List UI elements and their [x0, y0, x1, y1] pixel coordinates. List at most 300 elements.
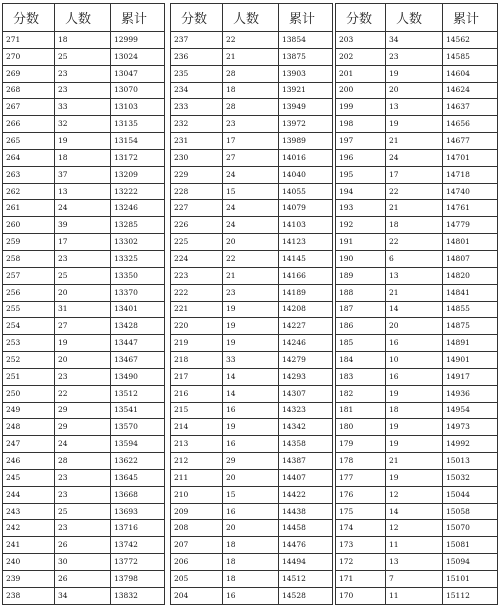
- cell-cumulative: 14624: [443, 82, 498, 99]
- cell-cumulative: 14528: [279, 587, 333, 604]
- cell-cumulative: 13921: [279, 82, 333, 99]
- table-row: [3, 402, 165, 419]
- table-row: [336, 436, 498, 453]
- cell-cumulative: 14701: [443, 149, 498, 166]
- table-row: [171, 436, 333, 453]
- cell-count: 18: [55, 149, 111, 166]
- cell-cumulative: 15101: [443, 571, 498, 588]
- cell-score: 177: [336, 469, 386, 486]
- cell-cumulative: 14901: [443, 352, 498, 369]
- cell-cumulative: 13541: [111, 402, 165, 419]
- table-row: [171, 301, 333, 318]
- cell-score: 225: [171, 234, 223, 251]
- cell-count: 34: [55, 587, 111, 604]
- cell-score: 215: [171, 402, 223, 419]
- table-row: [336, 453, 498, 470]
- cell-count: 14: [386, 301, 443, 318]
- table-row: [336, 554, 498, 571]
- cell-count: 19: [386, 385, 443, 402]
- cell-cumulative: 12999: [111, 32, 165, 49]
- cell-score: 262: [3, 183, 55, 200]
- cell-cumulative: 13512: [111, 385, 165, 402]
- cell-score: 212: [171, 453, 223, 470]
- table-row: [171, 133, 333, 150]
- cell-count: 10: [386, 352, 443, 369]
- cell-count: 17: [223, 133, 279, 150]
- cell-cumulative: 14917: [443, 368, 498, 385]
- cell-count: 22: [223, 32, 279, 49]
- cell-cumulative: 14407: [279, 469, 333, 486]
- table-row: [336, 284, 498, 301]
- table-row: [336, 48, 498, 65]
- cell-score: 196: [336, 149, 386, 166]
- cell-cumulative: 14458: [279, 520, 333, 537]
- cell-score: 170: [336, 587, 386, 604]
- cell-cumulative: 14279: [279, 352, 333, 369]
- table-row: [336, 116, 498, 133]
- header-count: 人数: [386, 4, 443, 32]
- cell-cumulative: 13570: [111, 419, 165, 436]
- table-row: [3, 48, 165, 65]
- cell-cumulative: 15070: [443, 520, 498, 537]
- cell-score: 193: [336, 200, 386, 217]
- cell-score: 270: [3, 48, 55, 65]
- cell-cumulative: 13302: [111, 234, 165, 251]
- cell-cumulative: 13693: [111, 503, 165, 520]
- cell-cumulative: 15112: [443, 587, 498, 604]
- cell-score: 208: [171, 520, 223, 537]
- cell-score: 260: [3, 217, 55, 234]
- cell-count: 15: [223, 486, 279, 503]
- cell-count: 28: [223, 99, 279, 116]
- cell-cumulative: 13668: [111, 486, 165, 503]
- table-row: [3, 571, 165, 588]
- cell-score: 199: [336, 99, 386, 116]
- cell-cumulative: 14740: [443, 183, 498, 200]
- cell-score: 182: [336, 385, 386, 402]
- table-row: [3, 554, 165, 571]
- table-row: [171, 335, 333, 352]
- cell-score: 241: [3, 537, 55, 554]
- cell-cumulative: 15032: [443, 469, 498, 486]
- cell-count: 22: [55, 385, 111, 402]
- table-row: [171, 352, 333, 369]
- cell-count: 25: [55, 48, 111, 65]
- table-row: [336, 82, 498, 99]
- cell-count: 22: [386, 234, 443, 251]
- cell-cumulative: 14016: [279, 149, 333, 166]
- table-row: [3, 200, 165, 217]
- cell-cumulative: 13467: [111, 352, 165, 369]
- cell-count: 32: [55, 116, 111, 133]
- cell-score: 187: [336, 301, 386, 318]
- cell-cumulative: 13832: [111, 587, 165, 604]
- cell-count: 39: [55, 217, 111, 234]
- cell-count: 16: [386, 368, 443, 385]
- cell-count: 29: [55, 402, 111, 419]
- cell-cumulative: 13490: [111, 368, 165, 385]
- cell-count: 6: [386, 250, 443, 267]
- cell-count: 19: [386, 436, 443, 453]
- cell-score: 256: [3, 284, 55, 301]
- table-row: [3, 385, 165, 402]
- cell-cumulative: 15058: [443, 503, 498, 520]
- cell-score: 265: [3, 133, 55, 150]
- cell-score: 228: [171, 183, 223, 200]
- table-row: [171, 99, 333, 116]
- cell-score: 236: [171, 48, 223, 65]
- cell-count: 20: [223, 234, 279, 251]
- table-row: [336, 32, 498, 49]
- cell-score: 188: [336, 284, 386, 301]
- cell-score: 184: [336, 352, 386, 369]
- cell-score: 203: [336, 32, 386, 49]
- cell-score: 251: [3, 368, 55, 385]
- score-table-1: [2, 3, 165, 605]
- cell-count: 25: [55, 503, 111, 520]
- cell-score: 179: [336, 436, 386, 453]
- cell-score: 267: [3, 99, 55, 116]
- header-cumulative: 累计: [279, 4, 333, 32]
- cell-score: 235: [171, 65, 223, 82]
- cell-cumulative: 14820: [443, 267, 498, 284]
- cell-cumulative: 15094: [443, 554, 498, 571]
- cell-score: 242: [3, 520, 55, 537]
- cell-count: 24: [223, 166, 279, 183]
- cell-count: 17: [55, 234, 111, 251]
- cell-count: 22: [223, 250, 279, 267]
- cell-count: 16: [223, 503, 279, 520]
- cell-count: 21: [386, 133, 443, 150]
- table-row: [171, 419, 333, 436]
- table-row: [336, 419, 498, 436]
- table-row: [336, 368, 498, 385]
- cell-cumulative: 13350: [111, 267, 165, 284]
- cell-cumulative: 13772: [111, 554, 165, 571]
- cell-cumulative: 14992: [443, 436, 498, 453]
- cell-cumulative: 14040: [279, 166, 333, 183]
- cell-score: 261: [3, 200, 55, 217]
- cell-count: 33: [223, 352, 279, 369]
- cell-cumulative: 14476: [279, 537, 333, 554]
- cell-count: 20: [386, 82, 443, 99]
- cell-score: 269: [3, 65, 55, 82]
- cell-cumulative: 14387: [279, 453, 333, 470]
- cell-count: 20: [55, 352, 111, 369]
- cell-score: 201: [336, 65, 386, 82]
- cell-score: 239: [3, 571, 55, 588]
- cell-count: 19: [223, 301, 279, 318]
- cell-score: 183: [336, 368, 386, 385]
- cell-score: 173: [336, 537, 386, 554]
- cell-score: 176: [336, 486, 386, 503]
- table-row: [3, 520, 165, 537]
- table-row: [336, 402, 498, 419]
- header-cumulative: 累计: [111, 4, 165, 32]
- cell-score: 227: [171, 200, 223, 217]
- cell-cumulative: 14079: [279, 200, 333, 217]
- cell-cumulative: 14307: [279, 385, 333, 402]
- cell-count: 26: [55, 537, 111, 554]
- cell-score: 226: [171, 217, 223, 234]
- cell-cumulative: 13903: [279, 65, 333, 82]
- cell-score: 207: [171, 537, 223, 554]
- cell-cumulative: 14422: [279, 486, 333, 503]
- table-row: [336, 99, 498, 116]
- table-row: [336, 520, 498, 537]
- cell-count: 24: [55, 200, 111, 217]
- cell-cumulative: 14779: [443, 217, 498, 234]
- cell-count: 33: [55, 99, 111, 116]
- cell-count: 21: [386, 453, 443, 470]
- cell-score: 192: [336, 217, 386, 234]
- cell-count: 28: [223, 65, 279, 82]
- table-row: [3, 352, 165, 369]
- cell-score: 234: [171, 82, 223, 99]
- cell-count: 18: [223, 554, 279, 571]
- table-row: [3, 436, 165, 453]
- cell-count: 21: [223, 48, 279, 65]
- header-cumulative: 累计: [443, 4, 498, 32]
- cell-count: 23: [55, 250, 111, 267]
- cell-count: 23: [55, 65, 111, 82]
- cell-cumulative: 14954: [443, 402, 498, 419]
- cell-count: 20: [223, 520, 279, 537]
- score-table-3: [335, 3, 498, 605]
- cell-cumulative: 13222: [111, 183, 165, 200]
- cell-cumulative: 14875: [443, 318, 498, 335]
- cell-score: 200: [336, 82, 386, 99]
- cell-score: 191: [336, 234, 386, 251]
- cell-count: 18: [223, 537, 279, 554]
- cell-count: 28: [55, 453, 111, 470]
- cell-cumulative: 14936: [443, 385, 498, 402]
- table-row: [171, 200, 333, 217]
- table-row: [336, 234, 498, 251]
- cell-cumulative: 13875: [279, 48, 333, 65]
- cell-count: 14: [223, 368, 279, 385]
- cell-count: 19: [223, 335, 279, 352]
- cell-count: 23: [386, 48, 443, 65]
- cell-score: 238: [3, 587, 55, 604]
- cell-count: 20: [223, 469, 279, 486]
- cell-cumulative: 14494: [279, 554, 333, 571]
- cell-count: 19: [386, 116, 443, 133]
- table-row: [3, 149, 165, 166]
- cell-count: 23: [223, 284, 279, 301]
- cell-score: 217: [171, 368, 223, 385]
- cell-cumulative: 13135: [111, 116, 165, 133]
- table-row: [336, 149, 498, 166]
- cell-score: 233: [171, 99, 223, 116]
- cell-count: 19: [223, 419, 279, 436]
- cell-score: 214: [171, 419, 223, 436]
- cell-cumulative: 14438: [279, 503, 333, 520]
- table-row: [171, 537, 333, 554]
- table-row: [336, 537, 498, 554]
- cell-cumulative: 14585: [443, 48, 498, 65]
- table-row: [171, 368, 333, 385]
- table-row: [336, 200, 498, 217]
- cell-count: 19: [55, 335, 111, 352]
- cell-cumulative: 14801: [443, 234, 498, 251]
- cell-cumulative: 14189: [279, 284, 333, 301]
- cell-score: 213: [171, 436, 223, 453]
- cell-count: 21: [386, 200, 443, 217]
- cell-cumulative: 13854: [279, 32, 333, 49]
- cell-cumulative: 13024: [111, 48, 165, 65]
- cell-count: 12: [386, 486, 443, 503]
- table-row: [171, 82, 333, 99]
- cell-cumulative: 14246: [279, 335, 333, 352]
- cell-score: 202: [336, 48, 386, 65]
- cell-score: 189: [336, 267, 386, 284]
- table-row: [336, 571, 498, 588]
- cell-score: 206: [171, 554, 223, 571]
- cell-cumulative: 14604: [443, 65, 498, 82]
- table-row: [171, 503, 333, 520]
- cell-cumulative: 14166: [279, 267, 333, 284]
- cell-count: 30: [55, 554, 111, 571]
- cell-cumulative: 14512: [279, 571, 333, 588]
- cell-count: 16: [223, 587, 279, 604]
- cell-cumulative: 13428: [111, 318, 165, 335]
- cell-score: 175: [336, 503, 386, 520]
- cell-cumulative: 14677: [443, 133, 498, 150]
- cell-count: 20: [386, 318, 443, 335]
- cell-count: 22: [386, 183, 443, 200]
- table-row: [171, 234, 333, 251]
- cell-cumulative: 14841: [443, 284, 498, 301]
- cell-cumulative: 14637: [443, 99, 498, 116]
- cell-count: 37: [55, 166, 111, 183]
- cell-score: 255: [3, 301, 55, 318]
- cell-cumulative: 13209: [111, 166, 165, 183]
- cell-score: 180: [336, 419, 386, 436]
- header-score: 分数: [171, 4, 223, 32]
- cell-score: 243: [3, 503, 55, 520]
- cell-count: 24: [55, 436, 111, 453]
- cell-cumulative: 13622: [111, 453, 165, 470]
- cell-count: 18: [386, 217, 443, 234]
- cell-cumulative: 14293: [279, 368, 333, 385]
- cell-cumulative: 14227: [279, 318, 333, 335]
- cell-count: 18: [223, 82, 279, 99]
- cell-cumulative: 13716: [111, 520, 165, 537]
- cell-cumulative: 15013: [443, 453, 498, 470]
- cell-count: 24: [223, 200, 279, 217]
- cell-cumulative: 13246: [111, 200, 165, 217]
- cell-count: 23: [55, 82, 111, 99]
- table-row: [171, 267, 333, 284]
- cell-score: 266: [3, 116, 55, 133]
- cell-cumulative: 13070: [111, 82, 165, 99]
- cell-cumulative: 13972: [279, 116, 333, 133]
- table-row: [171, 571, 333, 588]
- cell-score: 247: [3, 436, 55, 453]
- cell-score: 181: [336, 402, 386, 419]
- cell-count: 18: [223, 571, 279, 588]
- cell-count: 16: [223, 402, 279, 419]
- cell-score: 178: [336, 453, 386, 470]
- cell-cumulative: 13172: [111, 149, 165, 166]
- cell-count: 13: [386, 267, 443, 284]
- table-row: [3, 99, 165, 116]
- table-row: [3, 503, 165, 520]
- cell-cumulative: 14718: [443, 166, 498, 183]
- cell-cumulative: 13798: [111, 571, 165, 588]
- cell-score: 190: [336, 250, 386, 267]
- header-count: 人数: [55, 4, 111, 32]
- cell-count: 13: [386, 99, 443, 116]
- table-row: [171, 183, 333, 200]
- cell-score: 231: [171, 133, 223, 150]
- table-row: [171, 32, 333, 49]
- cell-score: 254: [3, 318, 55, 335]
- table-row: [171, 284, 333, 301]
- cell-score: 229: [171, 166, 223, 183]
- cell-count: 27: [223, 149, 279, 166]
- table-row: [3, 116, 165, 133]
- cell-score: 222: [171, 284, 223, 301]
- cell-score: 174: [336, 520, 386, 537]
- cell-score: 246: [3, 453, 55, 470]
- cell-cumulative: 13325: [111, 250, 165, 267]
- header-score: 分数: [3, 4, 55, 32]
- cell-count: 24: [386, 149, 443, 166]
- table-row: [3, 234, 165, 251]
- cell-score: 198: [336, 116, 386, 133]
- table-row: [336, 587, 498, 604]
- table-row: [171, 318, 333, 335]
- cell-count: 31: [55, 301, 111, 318]
- cell-score: 209: [171, 503, 223, 520]
- table-row: [171, 250, 333, 267]
- header-score: 分数: [336, 4, 386, 32]
- table-row: [3, 166, 165, 183]
- cell-cumulative: 13401: [111, 301, 165, 318]
- table-row: [171, 520, 333, 537]
- table-row: [171, 385, 333, 402]
- table-row: [171, 402, 333, 419]
- table-row: [3, 65, 165, 82]
- table-row: [3, 267, 165, 284]
- cell-score: 249: [3, 402, 55, 419]
- table-row: [171, 554, 333, 571]
- table-row: [3, 133, 165, 150]
- cell-count: 17: [386, 166, 443, 183]
- cell-score: 197: [336, 133, 386, 150]
- header-row: [171, 4, 333, 32]
- cell-cumulative: 13645: [111, 469, 165, 486]
- cell-count: 26: [55, 571, 111, 588]
- cell-cumulative: 13742: [111, 537, 165, 554]
- cell-score: 252: [3, 352, 55, 369]
- table-row: [336, 267, 498, 284]
- cell-cumulative: 13447: [111, 335, 165, 352]
- table-row: [3, 537, 165, 554]
- table-row: [336, 385, 498, 402]
- cell-cumulative: 13103: [111, 99, 165, 116]
- table-row: [3, 301, 165, 318]
- cell-score: 220: [171, 318, 223, 335]
- table-row: [3, 250, 165, 267]
- cell-cumulative: 13047: [111, 65, 165, 82]
- cell-count: 27: [55, 318, 111, 335]
- cell-score: 216: [171, 385, 223, 402]
- cell-count: 19: [386, 65, 443, 82]
- cell-count: 16: [223, 436, 279, 453]
